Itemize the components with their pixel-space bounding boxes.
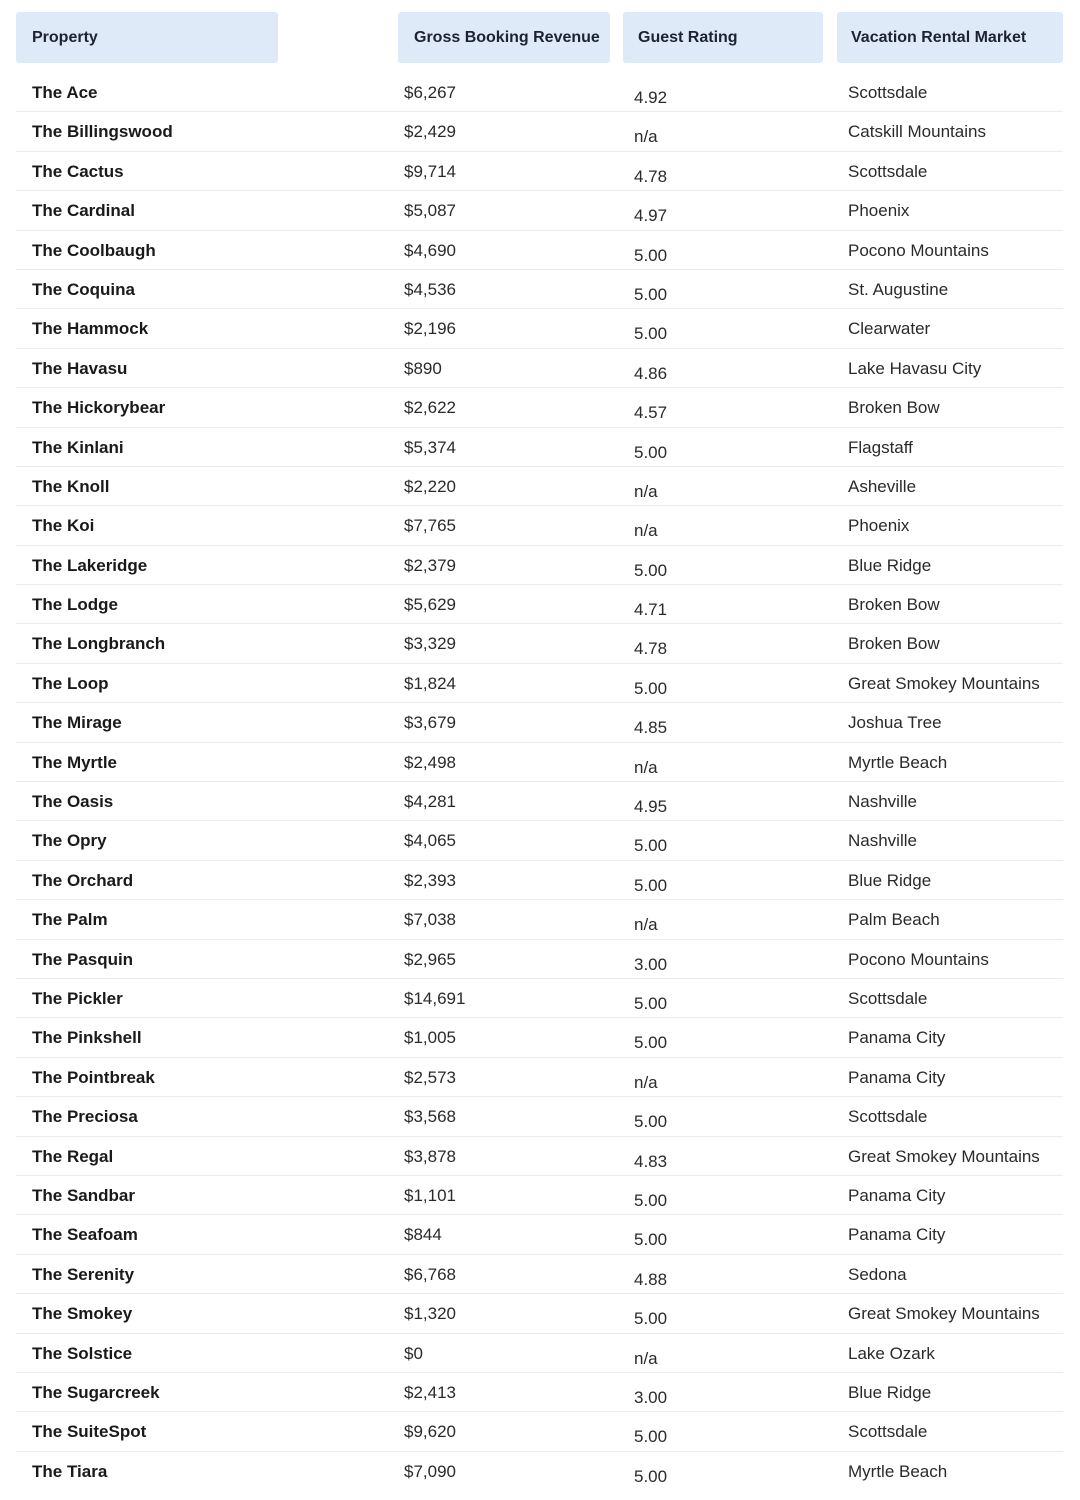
table-row bbox=[16, 821, 1063, 860]
table-row bbox=[16, 979, 1063, 1018]
table-row bbox=[16, 1097, 1063, 1136]
property-cell: The Opry bbox=[32, 831, 107, 851]
property-cell: The Billingswood bbox=[32, 122, 173, 142]
rating-cell: 3.00 bbox=[634, 954, 668, 974]
market-cell: Clearwater bbox=[848, 319, 931, 339]
rating-cell: 5.00 bbox=[634, 442, 668, 462]
property-cell: The Tiara bbox=[32, 1461, 108, 1481]
market-cell: Panama City bbox=[848, 1185, 946, 1205]
rating-cell: 4.97 bbox=[634, 206, 668, 226]
rating-cell: 4.88 bbox=[634, 1269, 668, 1289]
table-row bbox=[16, 1452, 1063, 1491]
column-header-vacation-rental-market[interactable]: Vacation Rental Market bbox=[837, 12, 1063, 63]
revenue-cell: $5,087 bbox=[404, 201, 456, 221]
market-cell: Panama City bbox=[848, 1225, 946, 1245]
rating-cell: 5.00 bbox=[634, 1190, 668, 1210]
table-row bbox=[16, 743, 1063, 782]
table-row bbox=[16, 152, 1063, 191]
revenue-cell: $1,824 bbox=[404, 673, 456, 693]
rating-cell: 4.78 bbox=[634, 166, 668, 186]
table-row bbox=[16, 349, 1063, 388]
table-row bbox=[16, 624, 1063, 663]
rating-cell: 4.95 bbox=[634, 797, 668, 817]
property-cell: The Solstice bbox=[32, 1343, 133, 1363]
rating-cell: n/a bbox=[634, 127, 658, 147]
property-cell: The Hickorybear bbox=[32, 398, 166, 418]
rating-cell: 4.83 bbox=[634, 1151, 668, 1171]
table-header bbox=[16, 12, 1063, 63]
rating-cell: 4.86 bbox=[634, 363, 668, 383]
revenue-cell: $7,090 bbox=[404, 1461, 456, 1481]
table-row bbox=[16, 1137, 1063, 1176]
property-cell: The Regal bbox=[32, 1146, 114, 1166]
revenue-cell: $7,765 bbox=[404, 516, 456, 536]
revenue-cell: $1,320 bbox=[404, 1304, 456, 1324]
property-cell: The Orchard bbox=[32, 870, 134, 890]
property-cell: The Coquina bbox=[32, 279, 135, 299]
property-cell: The Coolbaugh bbox=[32, 240, 156, 260]
rating-cell: 5.00 bbox=[634, 284, 668, 304]
table-row bbox=[16, 1373, 1063, 1412]
revenue-cell: $2,965 bbox=[404, 949, 456, 969]
market-cell: Scottsdale bbox=[848, 161, 928, 181]
rating-cell: 5.00 bbox=[634, 560, 668, 580]
market-cell: Joshua Tree bbox=[848, 713, 942, 733]
rating-cell: n/a bbox=[634, 481, 658, 501]
properties-table bbox=[16, 12, 1063, 1491]
property-cell: The Preciosa bbox=[32, 1107, 138, 1127]
rating-cell: 5.00 bbox=[634, 678, 668, 698]
revenue-cell: $7,038 bbox=[404, 910, 456, 930]
market-cell: Scottsdale bbox=[848, 988, 928, 1008]
revenue-cell: $890 bbox=[404, 358, 442, 378]
rating-cell: 4.92 bbox=[634, 88, 668, 107]
market-cell: Blue Ridge bbox=[848, 1382, 932, 1402]
table-row bbox=[16, 1294, 1063, 1333]
revenue-cell: $2,379 bbox=[404, 555, 456, 575]
rating-cell: 5.00 bbox=[634, 836, 668, 856]
revenue-cell: $6,267 bbox=[404, 83, 456, 102]
revenue-cell: $2,393 bbox=[404, 870, 456, 890]
property-cell: The Smokey bbox=[32, 1304, 133, 1324]
revenue-cell: $3,679 bbox=[404, 713, 456, 733]
table-row bbox=[16, 940, 1063, 979]
rating-cell: 4.71 bbox=[634, 600, 668, 620]
revenue-cell: $4,065 bbox=[404, 831, 456, 851]
table-row bbox=[16, 428, 1063, 467]
table-row bbox=[16, 112, 1063, 151]
rating-cell: 5.00 bbox=[634, 1112, 668, 1132]
market-cell: Panama City bbox=[848, 1067, 946, 1087]
market-cell: Flagstaff bbox=[848, 437, 913, 457]
table-row bbox=[16, 703, 1063, 742]
market-cell: Broken Bow bbox=[848, 398, 940, 418]
column-header-gross-booking-revenue[interactable]: Gross Booking Revenue bbox=[398, 12, 610, 63]
revenue-cell: $844 bbox=[404, 1225, 442, 1245]
table-row bbox=[16, 585, 1063, 624]
revenue-cell: $6,768 bbox=[404, 1264, 456, 1284]
table-row bbox=[16, 231, 1063, 270]
table-row bbox=[16, 388, 1063, 427]
market-cell: Broken Bow bbox=[848, 634, 940, 654]
property-cell: The Hammock bbox=[32, 319, 149, 339]
market-cell: Phoenix bbox=[848, 516, 910, 536]
rating-cell: 5.00 bbox=[634, 245, 668, 265]
property-cell: The Knoll bbox=[32, 476, 110, 496]
market-cell: Palm Beach bbox=[848, 910, 940, 930]
market-cell: Scottsdale bbox=[848, 83, 928, 102]
market-cell: Nashville bbox=[848, 792, 917, 812]
property-cell: The Serenity bbox=[32, 1264, 135, 1284]
table-row bbox=[16, 900, 1063, 939]
table-row bbox=[16, 1058, 1063, 1097]
property-cell: The Mirage bbox=[32, 713, 122, 733]
rating-cell: n/a bbox=[634, 1348, 658, 1368]
table-row bbox=[16, 546, 1063, 585]
property-cell: The Pickler bbox=[32, 988, 123, 1008]
market-cell: St. Augustine bbox=[848, 279, 949, 299]
table-row bbox=[16, 270, 1063, 309]
revenue-cell: $1,005 bbox=[404, 1028, 456, 1048]
table-row bbox=[16, 1412, 1063, 1451]
rating-cell: 5.00 bbox=[634, 1466, 668, 1486]
market-cell: Sedona bbox=[848, 1264, 907, 1284]
table-row bbox=[16, 1018, 1063, 1057]
market-cell: Great Smokey Mountains bbox=[848, 1304, 1040, 1324]
revenue-cell: $3,329 bbox=[404, 634, 456, 654]
property-cell: The Sugarcreek bbox=[32, 1382, 160, 1402]
revenue-cell: $5,629 bbox=[404, 595, 456, 615]
property-cell: The Palm bbox=[32, 910, 108, 930]
market-cell: Myrtle Beach bbox=[848, 1461, 948, 1481]
table-row bbox=[16, 191, 1063, 230]
table-row bbox=[16, 1334, 1063, 1373]
market-cell: Pocono Mountains bbox=[848, 949, 989, 969]
market-cell: Lake Havasu City bbox=[848, 358, 982, 378]
revenue-cell: $2,196 bbox=[404, 319, 456, 339]
table-row bbox=[16, 861, 1063, 900]
property-cell: The Koi bbox=[32, 516, 95, 536]
property-cell: The Pointbreak bbox=[32, 1067, 155, 1087]
market-cell: Great Smokey Mountains bbox=[848, 673, 1040, 693]
table-row bbox=[16, 309, 1063, 348]
rating-cell: 3.00 bbox=[634, 1387, 668, 1407]
market-cell: Pocono Mountains bbox=[848, 240, 989, 260]
market-cell: Phoenix bbox=[848, 201, 910, 221]
revenue-cell: $1,101 bbox=[404, 1185, 456, 1205]
market-cell: Broken Bow bbox=[848, 595, 940, 615]
market-cell: Scottsdale bbox=[848, 1107, 928, 1127]
market-cell: Asheville bbox=[848, 476, 917, 496]
market-cell: Blue Ridge bbox=[848, 870, 932, 890]
market-cell: Lake Ozark bbox=[848, 1343, 935, 1363]
market-cell: Nashville bbox=[848, 831, 917, 851]
rating-cell: 5.00 bbox=[634, 993, 668, 1013]
table-row bbox=[16, 1215, 1063, 1254]
rating-cell: 5.00 bbox=[634, 875, 668, 895]
market-cell: Scottsdale bbox=[848, 1422, 928, 1442]
rating-cell: 4.85 bbox=[634, 718, 668, 738]
property-cell: The Lakeridge bbox=[32, 555, 148, 575]
column-header-property[interactable]: Property bbox=[16, 12, 278, 63]
property-cell: The Havasu bbox=[32, 358, 128, 378]
revenue-cell: $9,714 bbox=[404, 161, 456, 181]
revenue-cell: $2,429 bbox=[404, 122, 456, 142]
revenue-cell: $0 bbox=[404, 1343, 423, 1363]
property-cell: The Loop bbox=[32, 673, 109, 693]
property-cell: The Lodge bbox=[32, 595, 118, 615]
rating-cell: 5.00 bbox=[634, 1427, 668, 1447]
revenue-cell: $3,878 bbox=[404, 1146, 456, 1166]
rating-cell: 5.00 bbox=[634, 324, 668, 344]
revenue-cell: $2,220 bbox=[404, 476, 456, 496]
revenue-cell: $3,568 bbox=[404, 1107, 456, 1127]
column-header-guest-rating[interactable]: Guest Rating bbox=[623, 12, 823, 63]
market-cell: Panama City bbox=[848, 1028, 946, 1048]
rating-cell: n/a bbox=[634, 521, 658, 541]
revenue-cell: $14,691 bbox=[404, 988, 466, 1008]
revenue-cell: $4,281 bbox=[404, 792, 456, 812]
market-cell: Catskill Mountains bbox=[848, 122, 986, 142]
rating-cell: n/a bbox=[634, 915, 658, 935]
table-row bbox=[16, 664, 1063, 703]
table-row bbox=[16, 1255, 1063, 1294]
rating-cell: 5.00 bbox=[634, 1033, 668, 1053]
rating-cell: 5.00 bbox=[634, 1309, 668, 1329]
table-body bbox=[16, 73, 1063, 1491]
property-cell: The Pasquin bbox=[32, 949, 134, 969]
property-cell: The SuiteSpot bbox=[32, 1422, 147, 1442]
market-cell: Great Smokey Mountains bbox=[848, 1146, 1040, 1166]
revenue-cell: $2,573 bbox=[404, 1067, 456, 1087]
rating-cell: n/a bbox=[634, 1072, 658, 1092]
revenue-cell: $9,620 bbox=[404, 1422, 456, 1442]
table-row bbox=[16, 506, 1063, 545]
revenue-cell: $2,622 bbox=[404, 398, 456, 418]
table-row bbox=[16, 73, 1063, 112]
property-cell: The Seafoam bbox=[32, 1225, 138, 1245]
property-cell: The Pinkshell bbox=[32, 1028, 142, 1048]
rating-cell: n/a bbox=[634, 757, 658, 777]
rating-cell: 4.78 bbox=[634, 639, 668, 659]
table-row bbox=[16, 782, 1063, 821]
rating-cell: 5.00 bbox=[634, 1230, 668, 1250]
market-cell: Myrtle Beach bbox=[848, 752, 948, 772]
revenue-cell: $4,536 bbox=[404, 279, 456, 299]
revenue-cell: $2,498 bbox=[404, 752, 456, 772]
rating-cell: 4.57 bbox=[634, 403, 668, 423]
table-row bbox=[16, 1176, 1063, 1215]
table-row bbox=[16, 467, 1063, 506]
property-cell: The Longbranch bbox=[32, 634, 166, 654]
property-cell: The Kinlani bbox=[32, 437, 124, 457]
property-cell: The Cactus bbox=[32, 161, 124, 181]
property-cell: The Cardinal bbox=[32, 201, 135, 221]
revenue-cell: $2,413 bbox=[404, 1382, 456, 1402]
property-cell: The Oasis bbox=[32, 792, 114, 812]
property-cell: The Sandbar bbox=[32, 1185, 135, 1205]
property-cell: The Myrtle bbox=[32, 752, 118, 772]
revenue-cell: $4,690 bbox=[404, 240, 456, 260]
property-cell: The Ace bbox=[32, 83, 98, 102]
revenue-cell: $5,374 bbox=[404, 437, 456, 457]
market-cell: Blue Ridge bbox=[848, 555, 932, 575]
